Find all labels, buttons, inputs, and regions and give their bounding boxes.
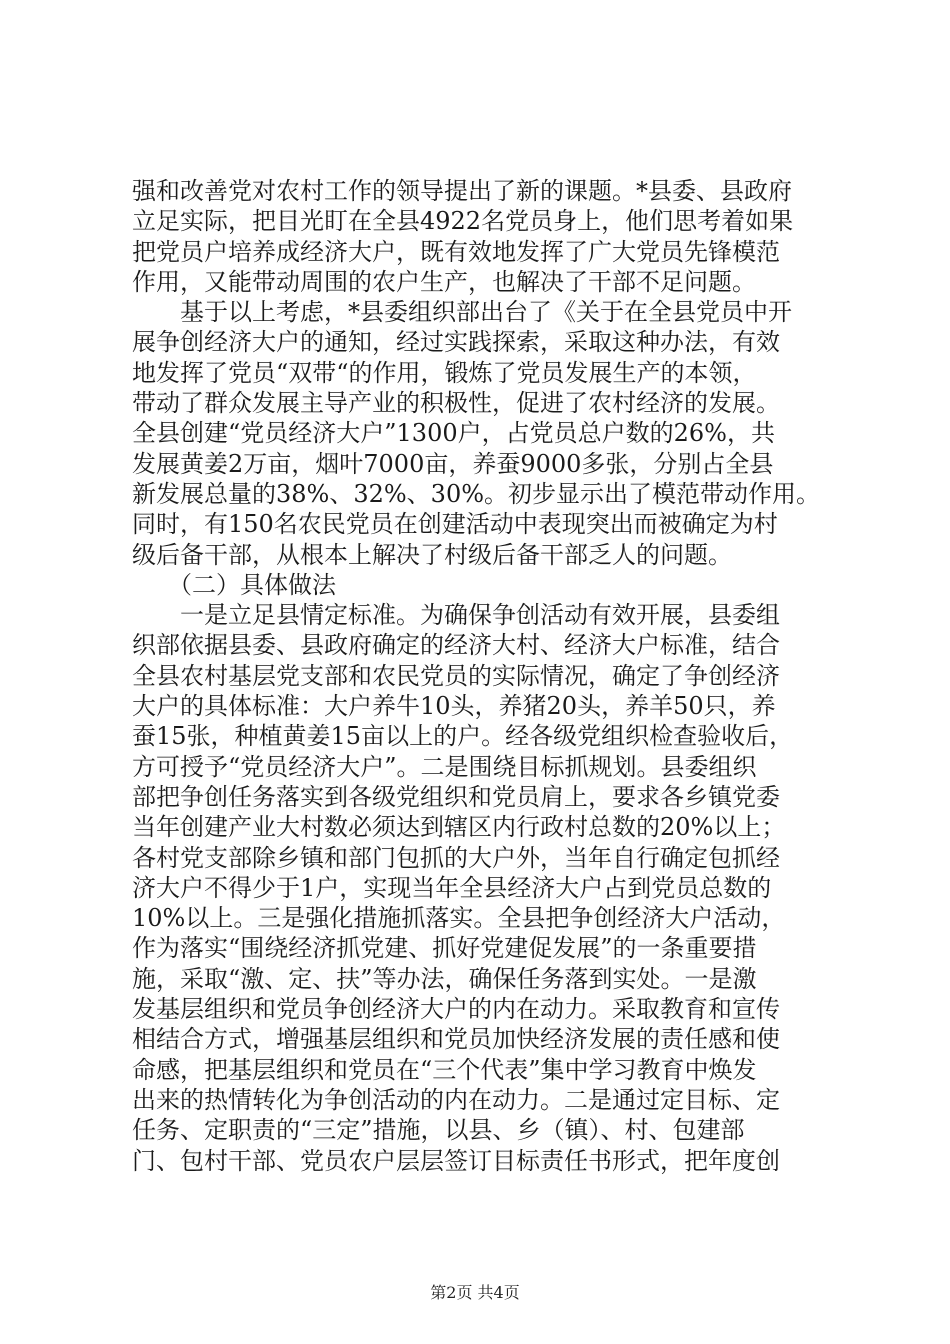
- text-line: 发展黄姜2万亩，烟叶7000亩，养蚕9000多张，分别占全县: [132, 449, 774, 478]
- text-line: 出来的热情转化为争创活动的内在动力。二是通过定目标、定: [132, 1085, 780, 1114]
- page-footer: [0, 1280, 950, 1303]
- text-line: 发基层组织和党员争创经济大户的内在动力。采取教育和宣传: [132, 995, 780, 1024]
- text-line: 任务、定职责的“三定”措施，以县、乡（镇）、村、包建部: [132, 1116, 745, 1145]
- text-line: 同时，有150名农民党员在创建活动中表现突出而被确定为村: [132, 510, 778, 539]
- text-line: 强和改善党对农村工作的领导提出了新的课题。*县委、县政府: [132, 177, 792, 205]
- text-line: 方可授予“党员经济大户”。二是围绕目标抓规划。县委组织: [132, 752, 757, 781]
- text-line: 门、包村干部、党员农户层层签订目标责任书形式，把年度创: [132, 1146, 780, 1175]
- text-line: 各村党支部除乡镇和部门包抓的大户外，当年自行确定包抓经: [132, 843, 780, 872]
- text-line: 展争创经济大户的通知，经过实践探索，采取这种办法，有效: [132, 328, 780, 357]
- text-line: 施，采取“激、定、扶”等办法，确保任务落到实处。一是激: [132, 964, 757, 993]
- text-line: 全县创建“党员经济大户”1300户，占党员总户数的26%，共: [132, 419, 775, 448]
- text-line: 织部依据县委、县政府确定的经济大村、经济大户标准，结合: [132, 631, 780, 660]
- page-number-label: 第2页 共4页: [430, 1283, 520, 1302]
- text-line: 蚕15张，种植黄姜15亩以上的户。经各级党组织检查验收后，: [132, 722, 794, 751]
- text-line: 级后备干部，从根本上解决了村级后备干部乏人的问题。: [132, 540, 732, 569]
- text-line: 新发展总量的38%、32%、30%。初步显示出了模范带动作用。: [132, 479, 821, 508]
- text-line: 带动了群众发展主导产业的积极性，促进了农村经济的发展。: [132, 389, 780, 418]
- text-line: 地发挥了党员“双带“的作用，锻炼了党员发展生产的本领，: [132, 358, 757, 387]
- text-line: 一是立足县情定标准。为确保争创活动有效开展，县委组: [132, 601, 780, 630]
- body-text: [132, 176, 832, 1176]
- text-line: 10%以上。三是强化措施抓落实。全县把争创经济大户活动，: [132, 904, 786, 933]
- text-line: 命感，把基层组织和党员在“三个代表”集中学习教育中焕发: [132, 1055, 757, 1084]
- text-line: 济大户不得少于1户，实现当年全县经济大户占到党员总数的: [132, 873, 772, 902]
- text-line: 立足实际，把目光盯在全县4922名党员身上，他们思考着如果: [132, 207, 794, 236]
- text-line: 部把争创任务落实到各级党组织和党员肩上，要求各乡镇党委: [132, 782, 780, 811]
- text-line: 当年创建产业大村数必须达到辖区内行政村总数的20%以上；: [132, 813, 786, 842]
- text-line: 相结合方式，增强基层组织和党员加快经济发展的责任感和使: [132, 1025, 780, 1054]
- section-heading: （二）具体做法: [132, 570, 336, 599]
- text-line: 作用，又能带动周围的农户生产，也解决了干部不足问题。: [132, 267, 756, 296]
- text-line: 大户的具体标准：大户养牛10头，养猪20头，养羊50只，养: [132, 692, 776, 721]
- text-line: 全县农村基层党支部和农民党员的实际情况，确定了争创经济: [132, 661, 780, 690]
- text-line: 基于以上考虑，*县委组织部出台了《关于在全县党员中开: [132, 298, 792, 327]
- text-line: 把党员户培养成经济大户，既有效地发挥了广大党员先锋模范: [132, 237, 780, 266]
- text-line: 作为落实“围绕经济抓党建、抓好党建促发展”的一条重要措: [132, 934, 757, 963]
